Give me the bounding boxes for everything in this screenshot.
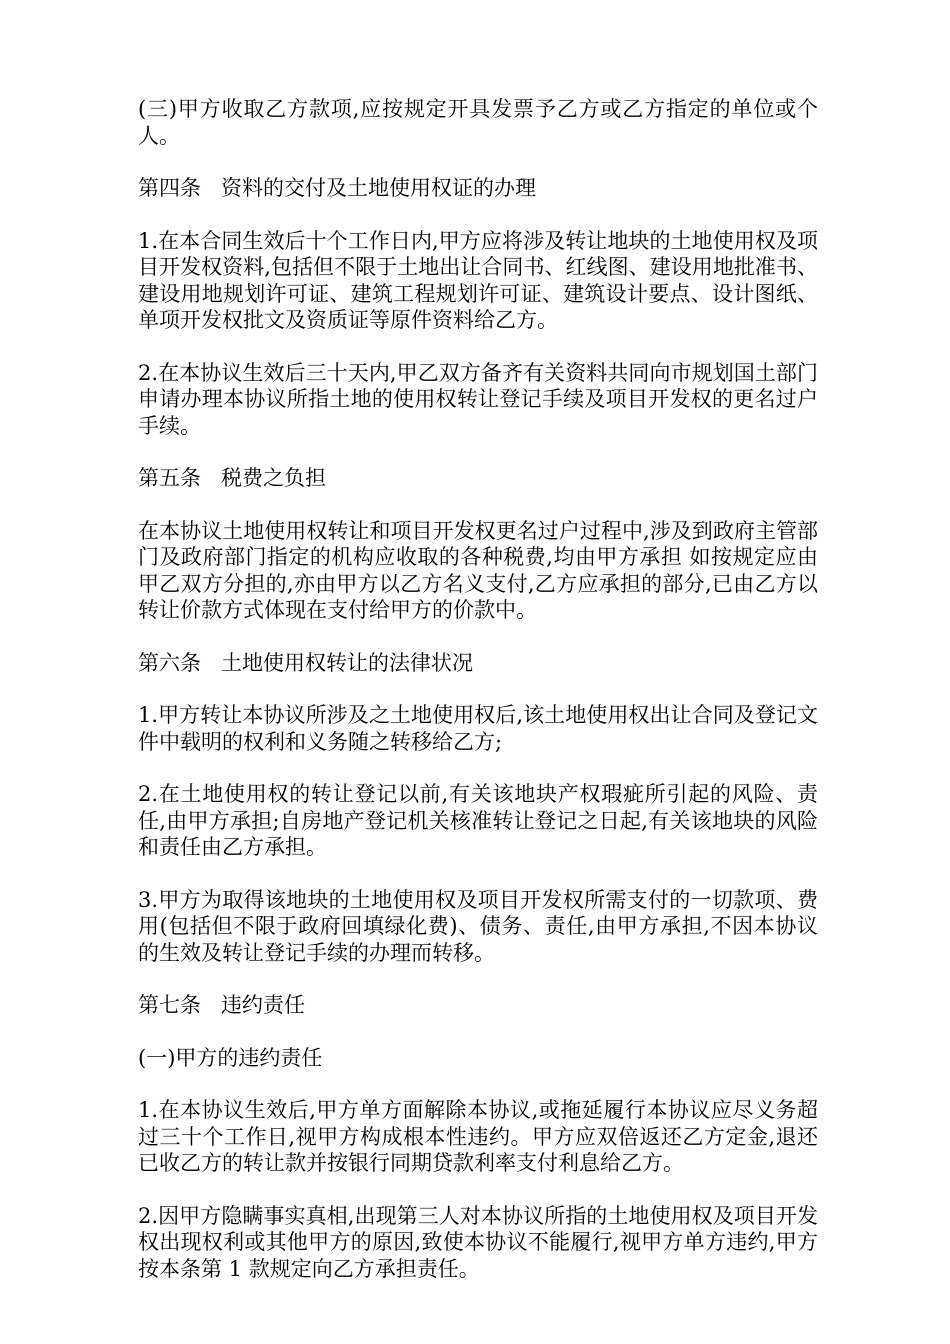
article-4-item-2: 2.在本协议生效后三十天内,甲乙双方备齐有关资料共同向市规划国土部门申请办理本协议所指土地的使用权转让登记手续及项目开发权的更名过户手续。 xyxy=(138,360,818,438)
document-page xyxy=(138,96,818,1308)
clause-3-invoice: (三)甲方收取乙方款项,应按规定开具发票予乙方或乙方指定的单位或个人。 xyxy=(138,97,818,148)
article-7-heading: 第七条 违约责任 xyxy=(138,993,306,1017)
article-6-item-2: 2.在土地使用权的转让登记以前,有关该地块产权瑕疵所引起的风险、责任,由甲方承担;自房地产登记机关核准转让登记之日起,有关该地块的风险和责任由乙方承担。 xyxy=(138,782,818,859)
article-4-heading: 第四条 资料的交付及土地使用权证的办理 xyxy=(138,176,537,200)
article-4-item-1: 1.在本合同生效后十个工作日内,甲方应将涉及转让地块的土地使用权及项目开发权资料,包括但不限于土地出让合同书、红线图、建设用地批准书、建设用地规划许可证、建筑工程规划许可证、建筑设计要点、设计图纸、单项开发权批文及资质证等原件资料给乙方。 xyxy=(138,228,818,332)
article-7-item-1: 1.在本协议生效后,甲方单方面解除本协议,或拖延履行本协议应尽义务超过三十个工作日,视甲方构成根本性违约。甲方应双倍返还乙方定金,退还已收乙方的转让款并按银行同期贷款利率支付利息给乙方。 xyxy=(138,1098,818,1175)
article-7-subheading-1: (一)甲方的违约责任 xyxy=(138,1045,323,1070)
article-6-heading: 第六条 土地使用权转让的法律状况 xyxy=(138,650,474,675)
article-6-item-3: 3.甲方为取得该地块的土地使用权及项目开发权所需支付的一切款项、费用(包括但不限于政府回填绿化费)、债务、责任,由甲方承担,不因本协议的生效及转让登记手续的办理而转移。 xyxy=(138,887,818,965)
article-5-heading: 第五条 税费之负担 xyxy=(138,466,327,490)
article-6-item-1: 1.甲方转让本协议所涉及之土地使用权后,该土地使用权出让合同及登记文件中载明的权利和义务随之转移给乙方; xyxy=(138,703,818,754)
article-7-item-2: 2.因甲方隐瞒事实真相,出现第三人对本协议所指的土地使用权及项目开发权出现权利或其他甲方的原因,致使本协议不能履行,视甲方单方违约,甲方按本条第 1 款规定向乙方承担责任。 xyxy=(138,1203,818,1281)
article-5-body: 在本协议土地使用权转让和项目开发权更名过户过程中,涉及到政府主管部门及政府部门指定的机构应收取的各种税费,均由甲方承担 如按规定应由甲乙双方分担的,亦由甲方以乙方名义支付,乙方应承担的部分,已由乙方以转让价款方式体现在支付给甲方的价款中。 xyxy=(138,518,818,622)
